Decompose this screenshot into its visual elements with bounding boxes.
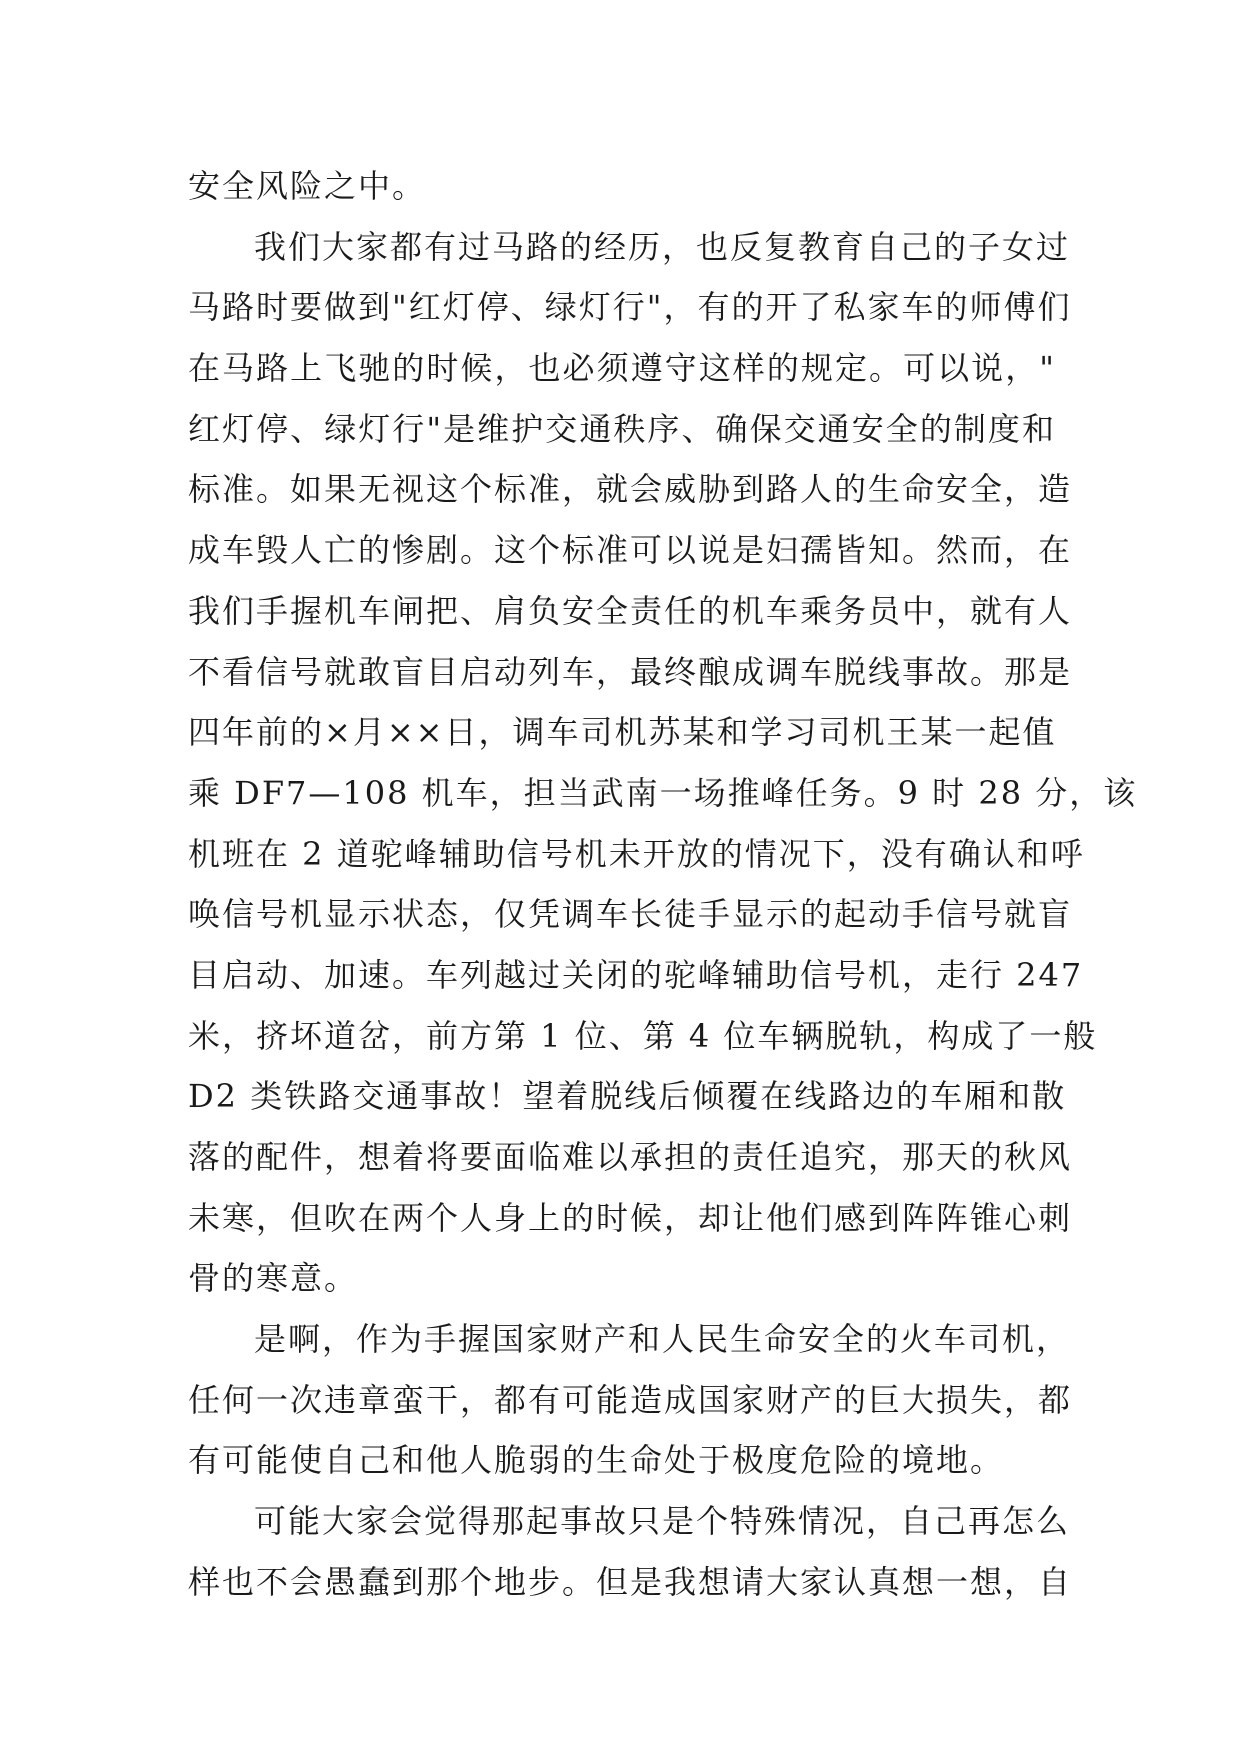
text-line: 落的配件，想着将要面临难以承担的责任追究，那天的秋风	[188, 1138, 1073, 1176]
paragraph-first-line: 我们大家都有过马路的经历，也反复教育自己的子女过	[254, 227, 1071, 266]
text-line: 有可能使自己和他人脆弱的生命处于极度危险的境地。	[188, 1441, 1005, 1480]
text-line: 任何一次违章蛮干，都有可能造成国家财产的巨大损失，都	[188, 1380, 1073, 1419]
text-line: 成车毁人亡的惨剧。这个标准可以说是妇孺皆知。然而，在	[188, 531, 1073, 570]
paragraph-first-line: 可能大家会觉得那起事故只是个特殊情况，自己再怎么	[254, 1502, 1071, 1541]
paragraph-first-line: 是啊，作为手握国家财产和人民生命安全的火车司机，	[254, 1320, 1071, 1359]
text-line: 标准。如果无视这个标准，就会威胁到路人的生命安全，造	[188, 470, 1073, 509]
text-line: 米，挤坏道岔，前方第 1 位、第 4 位车辆脱轨，构成了一般	[188, 1016, 1098, 1055]
text-line: D2 类铁路交通事故！望着脱线后倾覆在线路边的车厢和散	[188, 1077, 1067, 1116]
text-line: 在马路上飞驰的时候，也必须遵守这样的规定。可以说，"	[188, 349, 1056, 388]
text-line: 不看信号就敢盲目启动列车，最终酿成调车脱线事故。那是	[188, 652, 1073, 691]
text-line: 红灯停、绿灯行"是维护交通秩序、确保交通安全的制度和	[188, 409, 1056, 448]
text-line: 样也不会愚蠢到那个地步。但是我想请大家认真想一想，自	[188, 1562, 1073, 1601]
text-line: 马路时要做到"红灯停、绿灯行"，有的开了私家车的师傅们	[188, 288, 1072, 327]
text-line: 唤信号机显示状态，仅凭调车长徒手显示的起动手信号就盲	[188, 895, 1073, 934]
text-line: 我们手握机车闸把、肩负安全责任的机车乘务员中，就有人	[188, 591, 1073, 630]
text-line: 机班在 2 道驼峰辅助信号机未开放的情况下，没有确认和呼	[188, 834, 1085, 873]
text-line: 安全风险之中。	[188, 167, 427, 205]
text-line: 目启动、加速。车列越过关闭的驼峰辅助信号机，走行 247	[188, 955, 1084, 994]
text-line: 四年前的×月××日，调车司机苏某和学习司机王某一起值	[188, 713, 1057, 752]
text-line: 骨的寒意。	[188, 1259, 359, 1298]
text-line: 乘 DF7—108 机车，担当武南一场推峰任务。9 时 28 分，该	[188, 773, 1138, 812]
document-page	[188, 156, 1138, 1613]
text-line: 未寒，但吹在两个人身上的时候，却让他们感到阵阵锥心刺	[188, 1198, 1073, 1237]
